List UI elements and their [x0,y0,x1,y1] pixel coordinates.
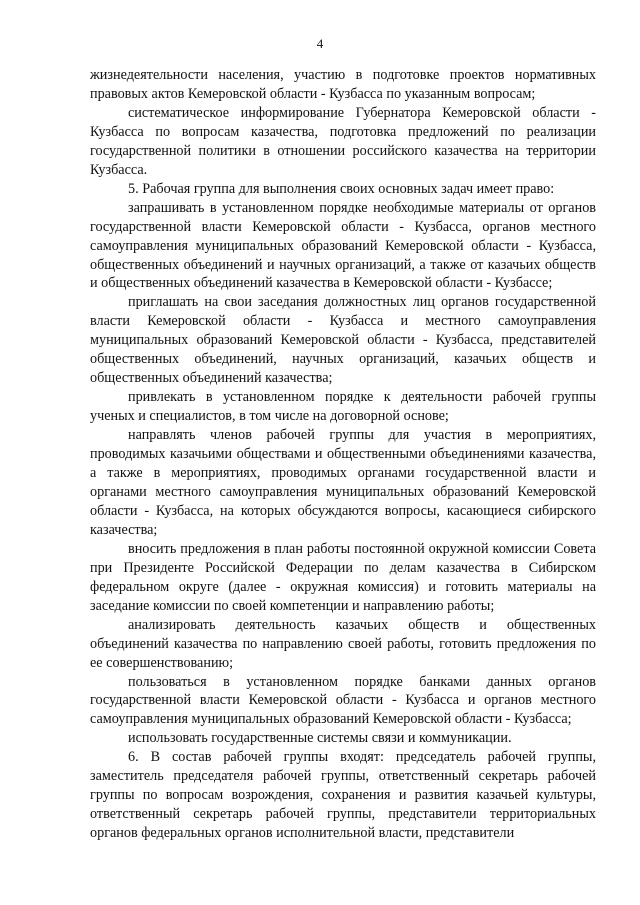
page-number: 4 [316,36,324,51]
paragraph-use-communications: использовать государственные системы связи и коммуникации. [128,730,512,747]
paragraph-request-materials: запрашивать в установленном порядке необходимые материалы от органов государственной власти Кемеровской области - Кузбасса, органов местного самоуправления муниципальных образований Кемеровской области - Кузбасса, общественных объединений и научных организаций, а также от казачьих обществ и общественных объединений казачества в Кемеровской области - Кузбассе; [90,199,596,292]
paragraph-continuation: жизнедеятельности населения, участию в подготовке проектов нормативных правовых актов Кемеровской области - Кузбасса по указанным вопросам; [90,67,596,102]
paragraph-use-databanks: пользоваться в установленном порядке банками данных органов государственной власти Кемеровской области - Кузбасса и органов местного самоуправления муниципальных образований Кемеровской области - Кузбасса; [90,673,596,728]
paragraph-analyze-activity: анализировать деятельность казачьих обществ и общественных объединений казачества по направлению своей работы, готовить предложения по ее совершенствованию; [90,616,596,671]
paragraph-submit-proposals: вносить предложения в план работы постоянной окружной комиссии Совета при Президенте Российской Федерации по делам казачества в Сибирском федеральном округе (далее - окружная комиссия) и готовить материалы на заседание комиссии по своей компетенции и направлению работы; [90,540,596,614]
paragraph-section-6-composition: 6. В состав рабочей группы входят: председатель рабочей группы, заместитель председателя рабочей группы, ответственный секретарь рабочей группы по вопросам возрождения, сохранения и развития казачьей культуры, ответственный секретарь рабочей группы, представители территориальных органов федеральных органов исполнительной власти, представители [90,749,596,842]
document-body [90,66,596,843]
paragraph-send-members: направлять членов рабочей группы для участия в мероприятиях, проводимых казачьими обществами и общественными объединениями казачества, а также в мероприятиях, проводимых органами государственной власти и органами местного самоуправления муниципальных образований Кемеровской области - Кузбасса, на которых обсуждаются вопросы, касающиеся сибирского казачества; [90,427,596,538]
paragraph-involve-scientists: привлекать в установленном порядке к деятельности рабочей группы ученых и специалистов, в том числе на договорной основе; [90,389,596,425]
paragraph-informing-governor: систематическое информирование Губернатора Кемеровской области - Кузбасса по вопросам казачества, подготовка предложений по реализации государственной политики в отношении российского казачества на территории Кузбасса. [90,104,596,178]
paragraph-section-5-heading: 5. Рабочая группа для выполнения своих основных задач имеет право: [128,180,555,197]
paragraph-invite-officials: приглашать на свои заседания должностных лиц органов государственной власти Кемеровской области - Кузбасса и местного самоуправления муниципальных образований Кемеровской области - Кузбасса, представителей общественных объединений, научных организаций, казачьих обществ и общественных объединений казачества; [90,294,596,387]
